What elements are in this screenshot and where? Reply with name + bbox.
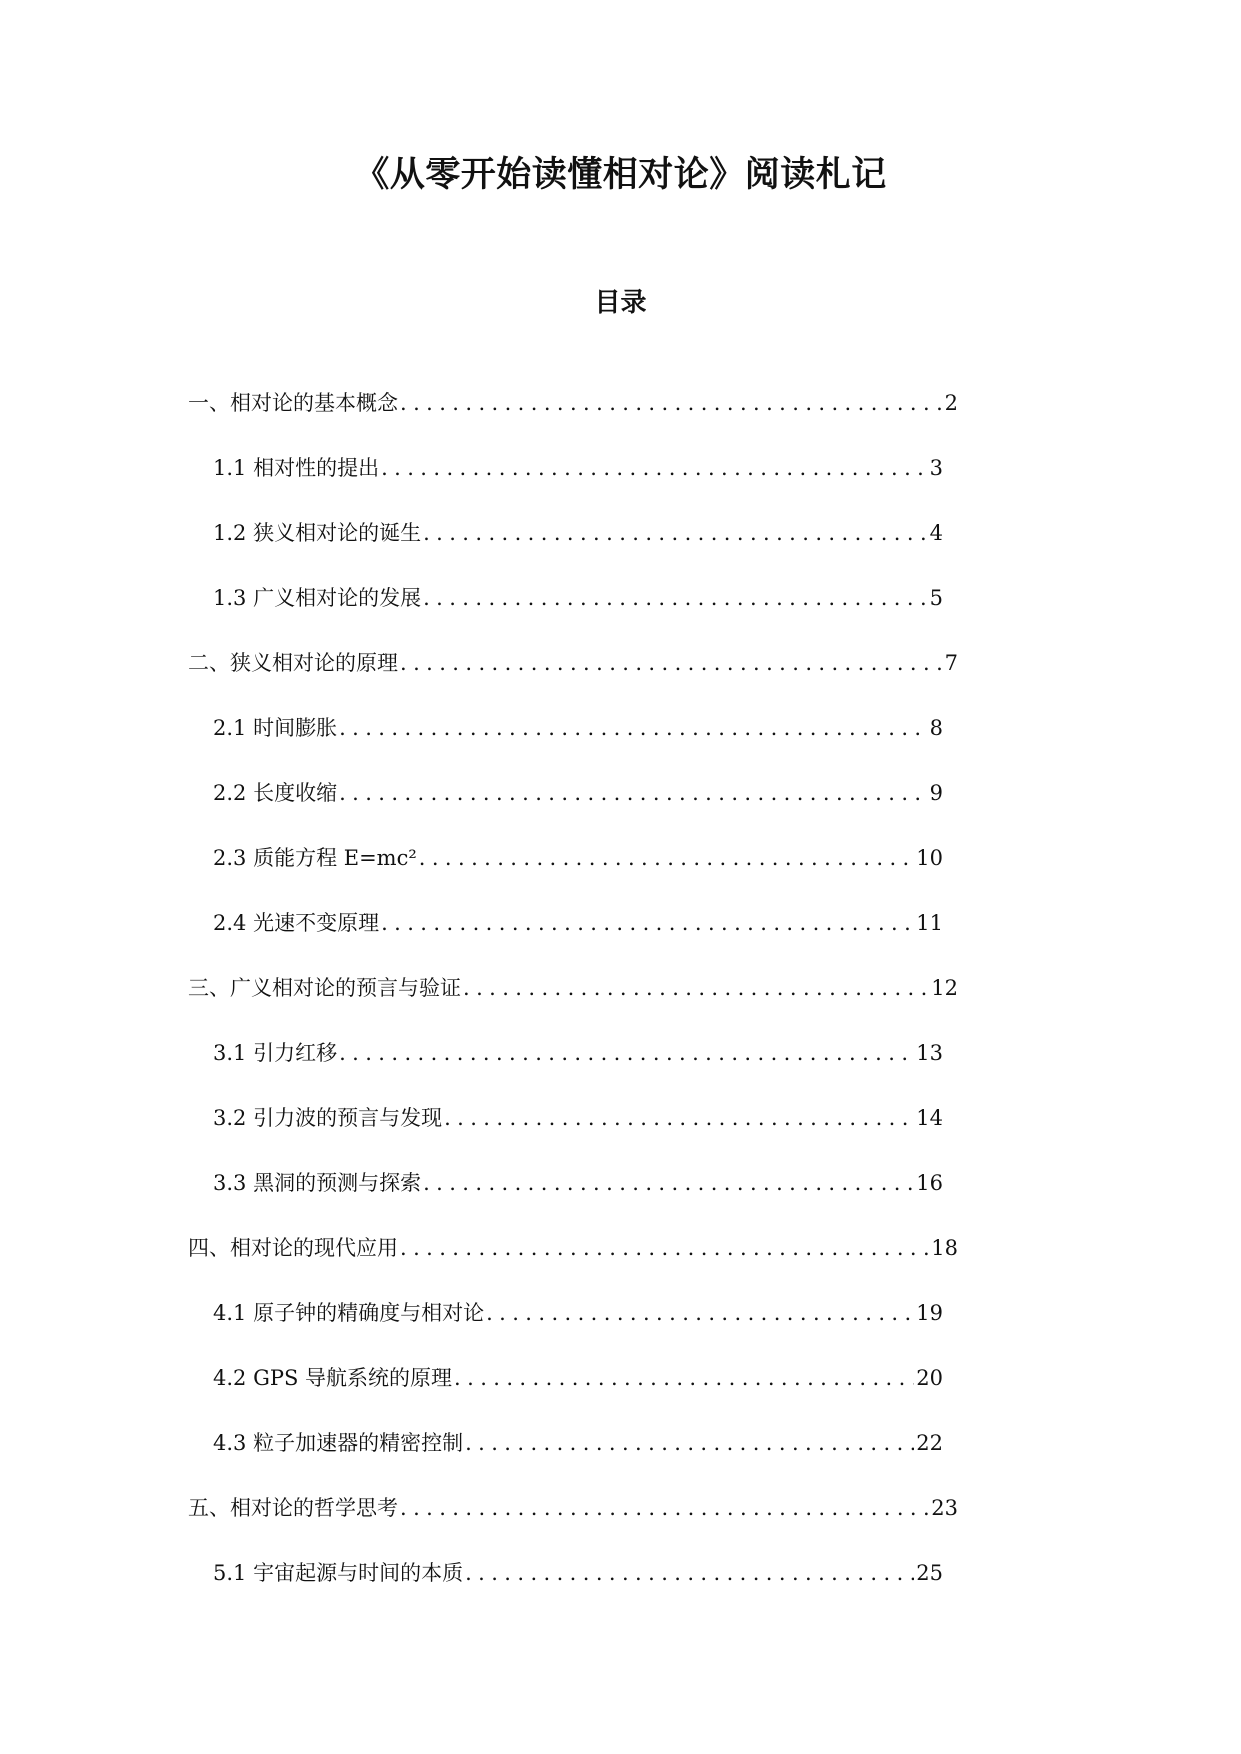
toc-entry-label: 3.2 引力波的预言与发现: [213, 1106, 443, 1130]
toc-dot-leader: [419, 840, 915, 876]
toc-entry[interactable]: [188, 1165, 943, 1230]
toc-entry[interactable]: [188, 1490, 958, 1555]
toc-dot-leader: [381, 450, 928, 486]
toc-dot-leader: [454, 1360, 914, 1396]
toc-entry-label: 2.3 质能方程 E=mc²: [213, 846, 417, 870]
toc-entry-label: 二、狭义相对论的原理: [188, 651, 398, 675]
toc-entry-label: 2.1 时间膨胀: [213, 716, 338, 740]
document-title: 《从零开始读懂相对论》阅读札记: [354, 155, 887, 195]
toc-dot-leader: [444, 1100, 914, 1136]
toc-page-number: 10: [916, 846, 943, 870]
table-of-contents: [188, 385, 958, 1620]
toc-entry-label: 5.1 宇宙起源与时间的本质: [213, 1561, 464, 1585]
toc-entry[interactable]: [188, 775, 943, 840]
toc-entry-label: 1.3 广义相对论的发展: [213, 586, 422, 610]
toc-page-number: 19: [916, 1301, 943, 1325]
toc-entry[interactable]: [188, 1555, 943, 1620]
toc-dot-leader: [339, 1035, 914, 1071]
toc-dot-leader: [423, 515, 928, 551]
toc-entry[interactable]: [188, 385, 958, 450]
toc-heading: 目录: [594, 288, 647, 318]
toc-page-number: 20: [916, 1366, 943, 1390]
toc-entry-label: 4.2 GPS 导航系统的原理: [213, 1366, 453, 1390]
toc-entry[interactable]: [188, 645, 958, 710]
toc-entry-label: 2.2 长度收缩: [213, 781, 338, 805]
toc-entry[interactable]: [188, 710, 943, 775]
toc-dot-leader: [463, 970, 929, 1006]
toc-dot-leader: [486, 1295, 914, 1331]
toc-entry-label: 1.2 狭义相对论的诞生: [213, 521, 422, 545]
toc-page-number: 8: [929, 716, 943, 740]
toc-entry[interactable]: [188, 450, 943, 515]
toc-dot-leader: [423, 1165, 914, 1201]
toc-page-number: 16: [916, 1171, 943, 1195]
toc-page-number: 7: [944, 651, 958, 675]
toc-page-number: 9: [929, 781, 943, 805]
toc-dot-leader: [400, 645, 943, 681]
toc-dot-leader: [465, 1425, 914, 1461]
toc-entry-label: 五、相对论的哲学思考: [188, 1496, 398, 1520]
toc-entry-label: 4.3 粒子加速器的精密控制: [213, 1431, 464, 1455]
toc-entry[interactable]: [188, 1425, 943, 1490]
toc-dot-leader: [465, 1555, 914, 1591]
toc-entry-label: 3.3 黑洞的预测与探索: [213, 1171, 422, 1195]
toc-page-number: 23: [931, 1496, 958, 1520]
toc-entry[interactable]: [188, 515, 943, 580]
toc-dot-leader: [381, 905, 914, 941]
toc-entry[interactable]: [188, 1035, 943, 1100]
toc-entry[interactable]: [188, 580, 943, 645]
toc-entry-label: 1.1 相对性的提出: [213, 456, 380, 480]
toc-entry[interactable]: [188, 1230, 958, 1295]
toc-dot-leader: [400, 1230, 929, 1266]
toc-page-number: 25: [916, 1561, 943, 1585]
toc-page-number: 4: [929, 521, 943, 545]
toc-dot-leader: [423, 580, 928, 616]
toc-entry[interactable]: [188, 1295, 943, 1360]
toc-dot-leader: [400, 385, 943, 421]
toc-page-number: 5: [929, 586, 943, 610]
toc-page-number: 18: [931, 1236, 958, 1260]
toc-page-number: 11: [916, 911, 943, 935]
toc-entry[interactable]: [188, 840, 943, 905]
toc-entry-label: 三、广义相对论的预言与验证: [188, 976, 461, 1000]
toc-entry[interactable]: [188, 1360, 943, 1425]
toc-dot-leader: [339, 710, 928, 746]
toc-entry[interactable]: [188, 905, 943, 970]
toc-entry-label: 2.4 光速不变原理: [213, 911, 380, 935]
toc-entry-label: 3.1 引力红移: [213, 1041, 338, 1065]
toc-dot-leader: [339, 775, 928, 811]
toc-entry-label: 四、相对论的现代应用: [188, 1236, 398, 1260]
toc-page-number: 12: [931, 976, 958, 1000]
toc-entry[interactable]: [188, 1100, 943, 1165]
toc-entry[interactable]: [188, 970, 958, 1035]
toc-page-number: 3: [929, 456, 943, 480]
toc-dot-leader: [400, 1490, 929, 1526]
toc-page-number: 22: [916, 1431, 943, 1455]
toc-entry-label: 一、相对论的基本概念: [188, 391, 398, 415]
toc-page-number: 14: [916, 1106, 943, 1130]
toc-page-number: 2: [944, 391, 958, 415]
toc-entry-label: 4.1 原子钟的精确度与相对论: [213, 1301, 485, 1325]
toc-page-number: 13: [916, 1041, 943, 1065]
